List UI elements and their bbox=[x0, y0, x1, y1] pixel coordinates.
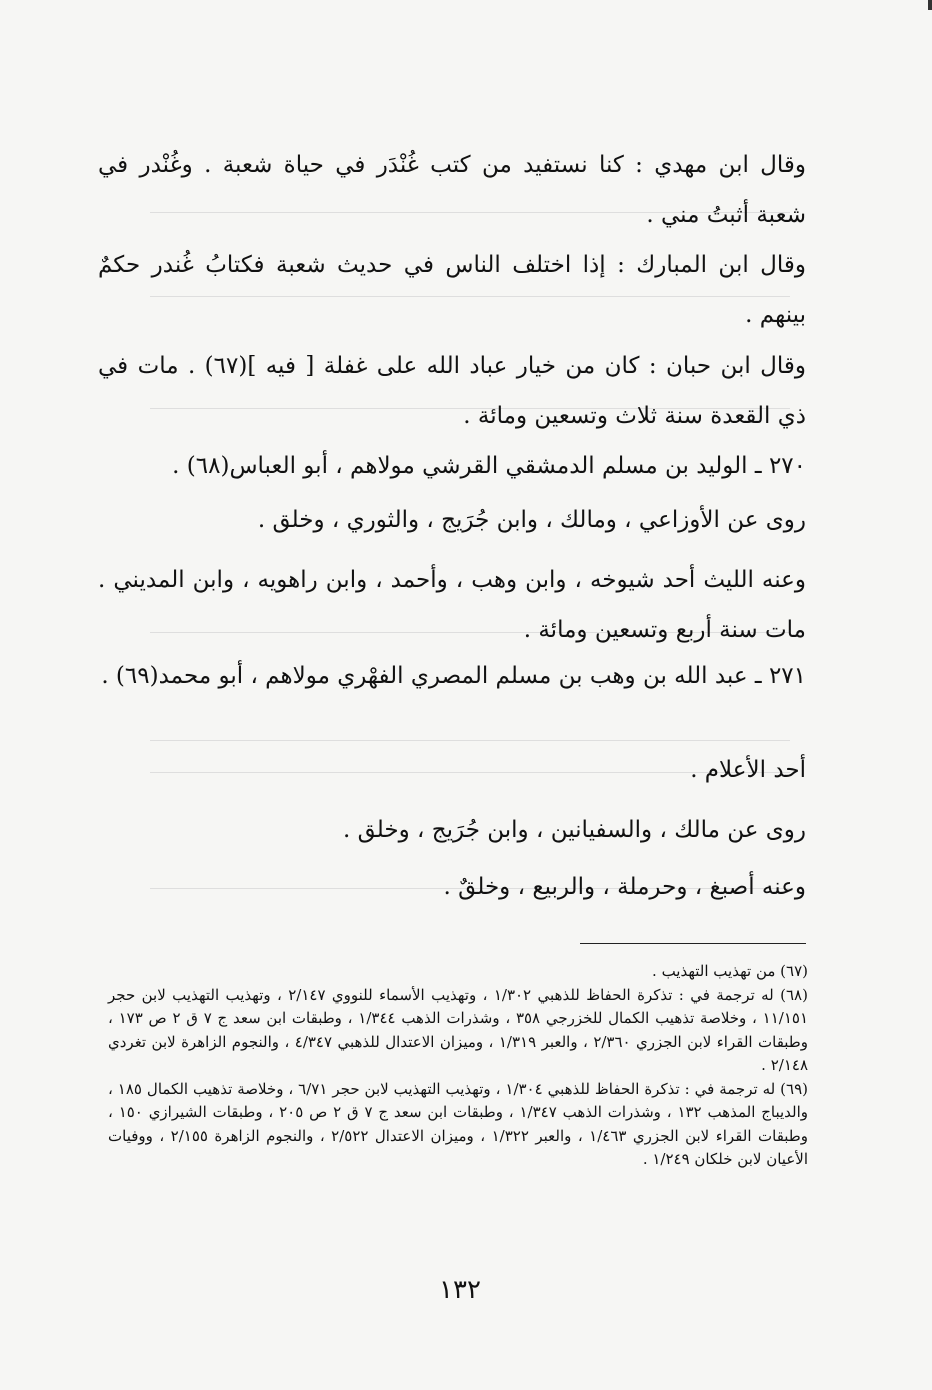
footnote-68: (٦٨) له ترجمة في : تذكرة الحفاظ للذهبي ١/٣٠٢ ، وتهذيب الأسماء للنووي ٢/١٤٧ ، وتهذيب التهذيب لابن حجر ١١/١٥١ ، وخلاصة تذهيب الكمال للخزرجي ٣٥٨ ، وشذرات الذهب ١/٣٤٤ ، وطبقات ابن سعد ج ٧ ق ٢ ص ١٧٣ ، وطبقات القراء لابن الجزري ٢/٣٦٠ ، والعبر ١/٣١٩ ، وميزان الاعتدال للذهبي ٤/٣٤٧ ، والنجوم الزاهرة لابن تغردي ٢/١٤٨ . bbox=[108, 985, 809, 1074]
footnote-67: (٦٧) من تهذيب التهذيب . bbox=[652, 962, 808, 980]
entry-270-narrated-from: روى عن الأوزاعي ، ومالك ، وابن جُرَيج ، والثوري ، وخلق . bbox=[257, 507, 806, 533]
paragraph-ibn-mahdi: وقال ابن مهدي : كنا نستفيد من كتب غُنْدَر في حياة شعبة . وغُنْدر في شعبة أثبتُ مني . bbox=[98, 152, 806, 228]
entry-270-narrated-by: وعنه الليث أحد شيوخه ، وابن وهب ، وأحمد ، وابن راهويه ، وابن المديني . مات سنة أربع وتسعين ومائة . bbox=[98, 567, 806, 643]
entry-271-heading: ٢٧١ ـ عبد الله بن وهب بن مسلم المصري الفهْري مولاهم ، أبو محمد(٦٩) . bbox=[101, 663, 806, 689]
scan-corner-mark bbox=[928, 0, 932, 10]
entry-270-heading: ٢٧٠ ـ الوليد بن مسلم الدمشقي القرشي مولاهم ، أبو العباس(٦٨) . bbox=[172, 453, 806, 479]
entry-271-description: أحد الأعلام . bbox=[690, 757, 806, 783]
paragraph-ibn-al-mubarak: وقال ابن المبارك : إذا اختلف الناس في حديث شعبة فكتابُ غُندر حكمٌ بينهم . bbox=[98, 252, 806, 328]
footnotes-section bbox=[108, 960, 808, 1172]
bleed-through-line bbox=[150, 740, 790, 741]
paragraph-ibn-hibban: وقال ابن حبان : كان من خيار عباد الله على غفلة [ فيه ](٦٧) . مات في ذي القعدة سنة ثلاث وتسعين ومائة . bbox=[98, 353, 806, 429]
footnote-separator bbox=[580, 943, 806, 944]
page-number: ١٣٢ bbox=[439, 1275, 481, 1305]
entry-271-narrated-by: وعنه أصبغ ، وحرملة ، والربيع ، وخلقٌ . bbox=[443, 874, 806, 900]
footnote-69: (٦٩) له ترجمة في : تذكرة الحفاظ للذهبي ١/٣٠٤ ، وتهذيب التهذيب لابن حجر ٦/٧١ ، وخلاصة تذهيب الكمال ١٨٥ ، والديباج المذهب ١٣٢ ، وشذرات الذهب ١/٣٤٧ ، وطبقات ابن سعد ج ٧ ق ٢ ص ٢٠٥ ، وطبقات الشيرازي ١٥٠ ، وطبقات القراء لابن الجزري ١/٤٦٣ ، والعبر ١/٣٢٢ ، وميزان الاعتدال ٢/٥٢٢ ، والنجوم الزاهرة ٢/١٥٥ ، ووفيات الأعيان لابن خلكان ١/٢٤٩ . bbox=[108, 1079, 809, 1168]
entry-271-narrated-from: روى عن مالك ، والسفيانين ، وابن جُرَيج ، وخلق . bbox=[343, 817, 806, 843]
